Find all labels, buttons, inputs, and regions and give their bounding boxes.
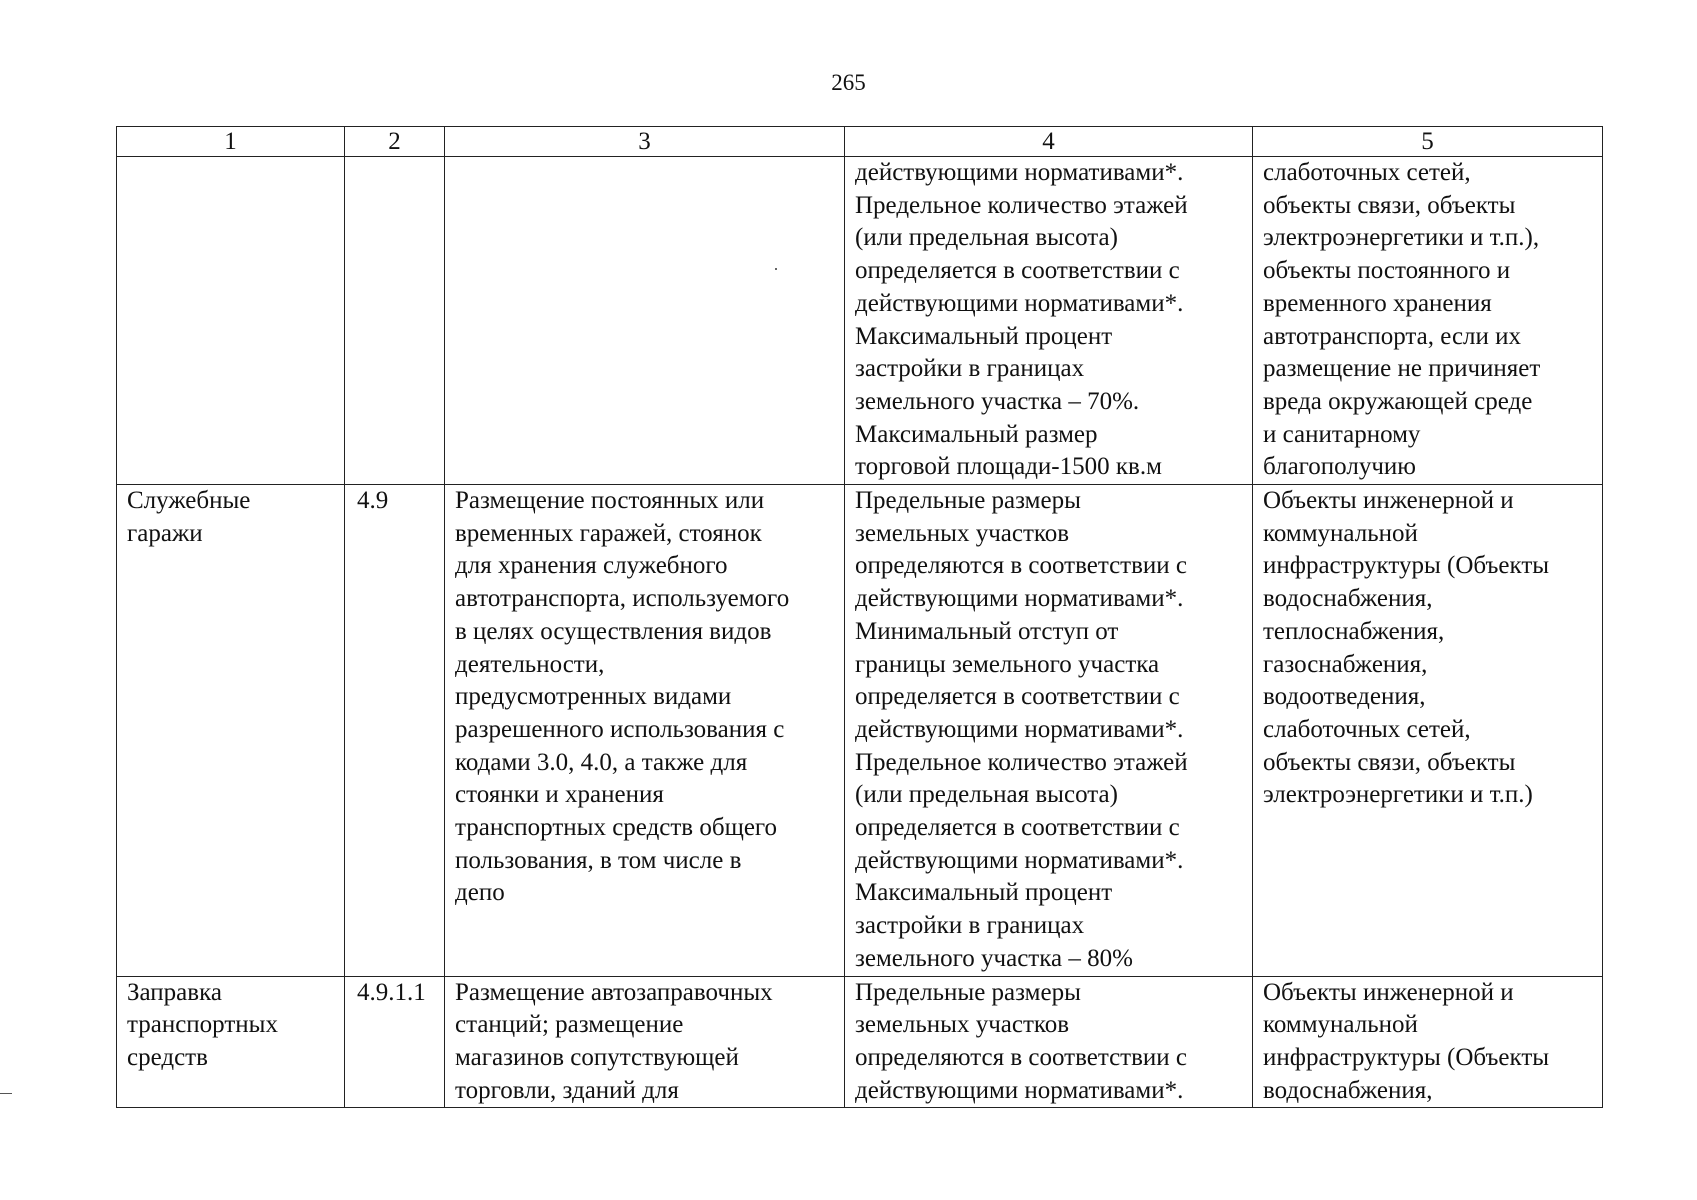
text-line: вреда окружающей среде: [1263, 387, 1533, 415]
text-line: Размещение автозаправочных: [455, 978, 773, 1006]
text-line: водоснабжения,: [1263, 585, 1433, 613]
text-line: действующими нормативами*.: [855, 585, 1184, 613]
text-line: разрешенного использования с: [455, 715, 785, 743]
text-line: действующими нормативами*.: [855, 715, 1184, 743]
cell-code: 4.9: [345, 485, 445, 977]
text-line: (или предельная высота): [855, 224, 1118, 252]
text-line: Заправка: [127, 978, 222, 1006]
text-line: Предельные размеры: [855, 487, 1081, 515]
text-line: электроэнергетики и т.п.),: [1263, 224, 1540, 252]
text-line: застройки в границах: [855, 355, 1085, 383]
column-header-5: 5: [1253, 127, 1603, 157]
cell-description: [445, 157, 845, 485]
cell-parameters: [845, 485, 1253, 977]
column-header-3: 3: [445, 127, 845, 157]
text-line: Размещение постоянных или: [455, 487, 765, 515]
text-line: Служебные: [127, 487, 251, 515]
text-line: земельных участков: [855, 519, 1070, 547]
text-line: для хранения служебного: [455, 552, 728, 580]
zoning-table: [116, 126, 1603, 1108]
text-line: инфраструктуры (Объекты: [1263, 1043, 1550, 1071]
text-line: Объекты инженерной и: [1263, 978, 1514, 1006]
text-line: Предельные размеры: [855, 978, 1081, 1006]
text-line: действующими нормативами*.: [855, 1076, 1184, 1104]
table-row: [117, 976, 1603, 1108]
text-line: определяется в соответствии с: [855, 257, 1180, 285]
text-line: депо: [455, 879, 505, 907]
text-line: (или предельная высота): [855, 781, 1118, 809]
text-line: теплоснабжения,: [1263, 617, 1445, 645]
text-line: коммунальной: [1263, 519, 1418, 547]
text-line: транспортных средств общего: [455, 814, 778, 842]
text-line: автотранспорта, используемого: [455, 585, 790, 613]
text-line: размещение не причиняет: [1263, 355, 1541, 383]
text-line: кодами 3.0, 4.0, а также для: [455, 748, 748, 776]
text-line: определяются в соответствии с: [855, 552, 1188, 580]
margin-mark: [0, 1093, 12, 1094]
table-header-row: [117, 127, 1603, 157]
text-line: Предельное количество этажей: [855, 748, 1188, 776]
cell-description: [445, 485, 845, 977]
text-line: гаражи: [127, 519, 203, 547]
text-line: Объекты инженерной и: [1263, 487, 1514, 515]
text-line: благополучию: [1263, 453, 1416, 481]
text-line: торговли, зданий для: [455, 1076, 679, 1104]
text-line: Предельное количество этажей: [855, 191, 1188, 219]
cell-auxiliary-uses: [1253, 157, 1603, 485]
text-line: действующими нормативами*.: [855, 289, 1184, 317]
text-line: деятельности,: [455, 650, 605, 678]
cell-parameters: [845, 157, 1253, 485]
text-line: земельного участка – 80%: [855, 944, 1133, 972]
text-line: торговой площади-1500 кв.м: [855, 453, 1162, 481]
text-line: предусмотренных видами: [455, 683, 732, 711]
cell-code: 4.9.1.1: [345, 976, 445, 1108]
text-line: земельного участка – 70%.: [855, 387, 1140, 415]
text-line: определяется в соответствии с: [855, 814, 1180, 842]
text-line: электроэнергетики и т.п.): [1263, 781, 1533, 809]
text-line: объекты связи, объекты: [1263, 191, 1516, 219]
cell-parameters: [845, 976, 1253, 1108]
text-line: временных гаражей, стоянок: [455, 519, 762, 547]
text-line: действующими нормативами*.: [855, 159, 1184, 186]
table-row: [117, 485, 1603, 977]
cell-use-name: [117, 976, 345, 1108]
text-line: слаботочных сетей,: [1263, 715, 1471, 743]
column-header-2: 2: [345, 127, 445, 157]
text-line: Максимальный размер: [855, 420, 1098, 448]
cell-auxiliary-uses: [1253, 485, 1603, 977]
text-line: в целях осуществления видов: [455, 617, 772, 645]
cell-auxiliary-uses: [1253, 976, 1603, 1108]
text-line: станций; размещение: [455, 1011, 684, 1039]
text-line: магазинов сопутствующей: [455, 1043, 739, 1071]
text-line: определяется в соответствии с: [855, 683, 1180, 711]
text-line: средств: [127, 1043, 208, 1071]
text-line: границы земельного участка: [855, 650, 1160, 678]
text-line: водоотведения,: [1263, 683, 1426, 711]
text-line: Максимальный процент: [855, 879, 1113, 907]
text-line: коммунальной: [1263, 1011, 1418, 1039]
text-line: автотранспорта, если их: [1263, 322, 1522, 350]
column-header-4: 4: [845, 127, 1253, 157]
text-line: слаботочных сетей,: [1263, 159, 1471, 186]
text-line: временного хранения: [1263, 289, 1492, 317]
text-line: водоснабжения,: [1263, 1076, 1433, 1104]
text-line: Минимальный отступ от: [855, 617, 1119, 645]
cell-description: [445, 976, 845, 1108]
text-line: газоснабжения,: [1263, 650, 1428, 678]
text-line: пользования, в том числе в: [455, 846, 742, 874]
page-number: 265: [831, 70, 866, 95]
table-row: [117, 157, 1603, 485]
cell-use-name: [117, 485, 345, 977]
text-line: земельных участков: [855, 1011, 1070, 1039]
text-line: объекты связи, объекты: [1263, 748, 1516, 776]
text-line: инфраструктуры (Объекты: [1263, 552, 1550, 580]
text-line: определяются в соответствии с: [855, 1043, 1188, 1071]
text-line: транспортных: [127, 1011, 278, 1039]
text-line: и санитарному: [1263, 420, 1421, 448]
column-header-1: 1: [117, 127, 345, 157]
text-line: действующими нормативами*.: [855, 846, 1184, 874]
text-line: Максимальный процент: [855, 322, 1113, 350]
text-line: застройки в границах: [855, 912, 1085, 940]
cell-use-name: [117, 157, 345, 485]
text-line: стоянки и хранения: [455, 781, 664, 809]
text-line: объекты постоянного и: [1263, 257, 1511, 285]
cell-code: [345, 157, 445, 485]
